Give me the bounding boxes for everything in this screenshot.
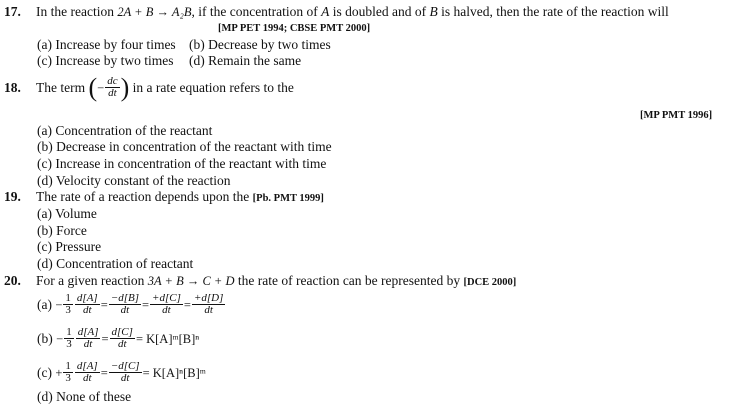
q19-option-d: (d) Concentration of reactant: [37, 256, 194, 271]
q18-term-sign: −: [97, 80, 105, 95]
q18-option-d: (d) Velocity constant of the reaction: [37, 173, 231, 188]
q18-option-b: (b) Decrease in concentration of the reactant with time: [37, 139, 332, 154]
q20-b-term2: [110, 327, 135, 350]
question-19-stem: [36, 189, 324, 207]
q20-c-eq1: =: [100, 365, 108, 380]
q17-var-b: B: [429, 4, 438, 19]
q17-option-a: (a) Increase by four times: [37, 37, 176, 52]
q20-b-term1-den: dt: [83, 338, 93, 351]
q20-a-term2: [109, 293, 141, 316]
q20-option-b: [37, 323, 199, 353]
q20-b-term2-den: dt: [117, 338, 127, 351]
q20-c-term1-den: dt: [83, 372, 92, 385]
q20-c-term1-num: d[A]: [76, 360, 98, 373]
q20-option-c: [37, 357, 206, 387]
q20-a-eq1: =: [100, 297, 108, 312]
q18-open-paren: (: [88, 72, 98, 102]
q20-a-term1-num: d[A]: [76, 292, 98, 305]
q20-a-term3-num: +d[C]: [152, 292, 181, 305]
q20-option-c-label: (c): [37, 364, 52, 380]
q18-term-fraction: [105, 76, 119, 99]
q20-option-a: [37, 289, 226, 319]
q19-option-a: (a) Volume: [37, 206, 97, 221]
q20-c-coef-num: 1: [65, 360, 71, 373]
q19-text: The rate of a reaction depends upon the: [36, 189, 250, 204]
q17-reaction: 2A + B → A₂B: [117, 5, 192, 19]
q20-option-a-label: (a): [37, 296, 52, 312]
q18-text-b: in a rate equation refers to the: [132, 79, 294, 95]
q20-a-coef-den: 3: [65, 304, 71, 317]
q17-var-a: A: [321, 4, 330, 19]
question-17-stem: [36, 4, 669, 20]
q20-b-coef-num: 1: [66, 326, 72, 339]
q20-b-rhs: = K[A]ᵐ[B]ⁿ: [135, 331, 200, 346]
question-number-17: 17.: [4, 4, 21, 19]
q20-c-rhs: = K[A]ⁿ[B]ᵐ: [142, 365, 206, 380]
q20-b-term1-num: d[A]: [77, 326, 99, 339]
q18-term-num: dc: [107, 75, 118, 88]
question-number-18: 18.: [4, 80, 21, 95]
q20-c-coef: [63, 361, 73, 384]
q20-a-sign: −: [55, 297, 63, 312]
q20-c-term2: [109, 361, 142, 384]
q20-text-a: For a given reaction: [36, 273, 145, 288]
q20-b-coef: [64, 327, 74, 350]
q19-option-b: (b) Force: [37, 223, 87, 238]
q17-option-c: (c) Increase by two times: [37, 53, 174, 68]
q17-text-b: , if the concentration of: [191, 4, 318, 19]
q20-a-term2-den: dt: [120, 304, 130, 317]
q18-option-c: (c) Increase in concentration of the reactant with time: [37, 156, 327, 171]
q20-a-term4-num: +d[D]: [193, 292, 224, 305]
q20-b-term2-num: d[C]: [111, 326, 133, 339]
q20-b-coef-den: 3: [66, 338, 72, 351]
q18-close-paren: ): [120, 72, 130, 102]
q20-c-sign: +: [55, 365, 63, 380]
q17-option-d: (d) Remain the same: [189, 53, 302, 68]
q17-source: [MP PET 1994; CBSE PMT 2000]: [218, 23, 371, 34]
q20-a-eq3: =: [183, 297, 191, 312]
q18-text-a: The term: [36, 79, 86, 95]
q18-option-a: (a) Concentration of the reactant: [37, 123, 213, 138]
q20-a-eq2: =: [141, 297, 150, 312]
q20-c-term2-num: −d[C]: [110, 360, 140, 373]
q18-source: [MP PMT 1996]: [640, 110, 713, 121]
q20-a-coef-num: 1: [65, 292, 71, 305]
question-number-20: 20.: [4, 273, 21, 288]
q17-text-c: is doubled and of: [332, 4, 427, 19]
q20-a-term2-num: −d[B]: [110, 292, 139, 305]
q20-c-term1: [75, 361, 100, 384]
q20-option-d: (d) None of these: [37, 389, 132, 404]
q20-c-coef-den: 3: [65, 372, 71, 385]
q20-a-term4-den: dt: [204, 304, 213, 317]
q20-c-term2-den: dt: [120, 372, 130, 385]
question-18-stem: [36, 69, 294, 105]
q19-option-c: (c) Pressure: [37, 239, 102, 254]
q20-a-term1-den: dt: [83, 304, 92, 317]
q20-a-term4: [192, 293, 225, 316]
q20-a-term1: [75, 293, 100, 316]
q17-text-a: In the reaction: [36, 4, 114, 19]
q17-text-d: is halved, then the rate of the reaction will: [441, 4, 669, 19]
question-number-19: 19.: [4, 189, 21, 204]
q20-b-sign: −: [56, 331, 64, 346]
q20-b-eq1: =: [101, 331, 109, 346]
q20-a-term3-den: dt: [162, 304, 171, 317]
q20-b-term1: [76, 327, 101, 350]
q20-reaction: 3A + B → C + D: [147, 274, 235, 288]
q20-text-b: the rate of reaction can be represented by: [237, 273, 461, 288]
q19-source: [Pb. PMT 1999]: [252, 193, 324, 204]
q20-a-coef: [63, 293, 73, 316]
q17-option-b: (b) Decrease by two times: [189, 37, 331, 52]
q20-a-term3: [150, 293, 183, 316]
q18-term-den: dt: [108, 87, 117, 100]
q20-source: [DCE 2000]: [463, 277, 517, 288]
q20-option-b-label: (b): [37, 330, 53, 346]
